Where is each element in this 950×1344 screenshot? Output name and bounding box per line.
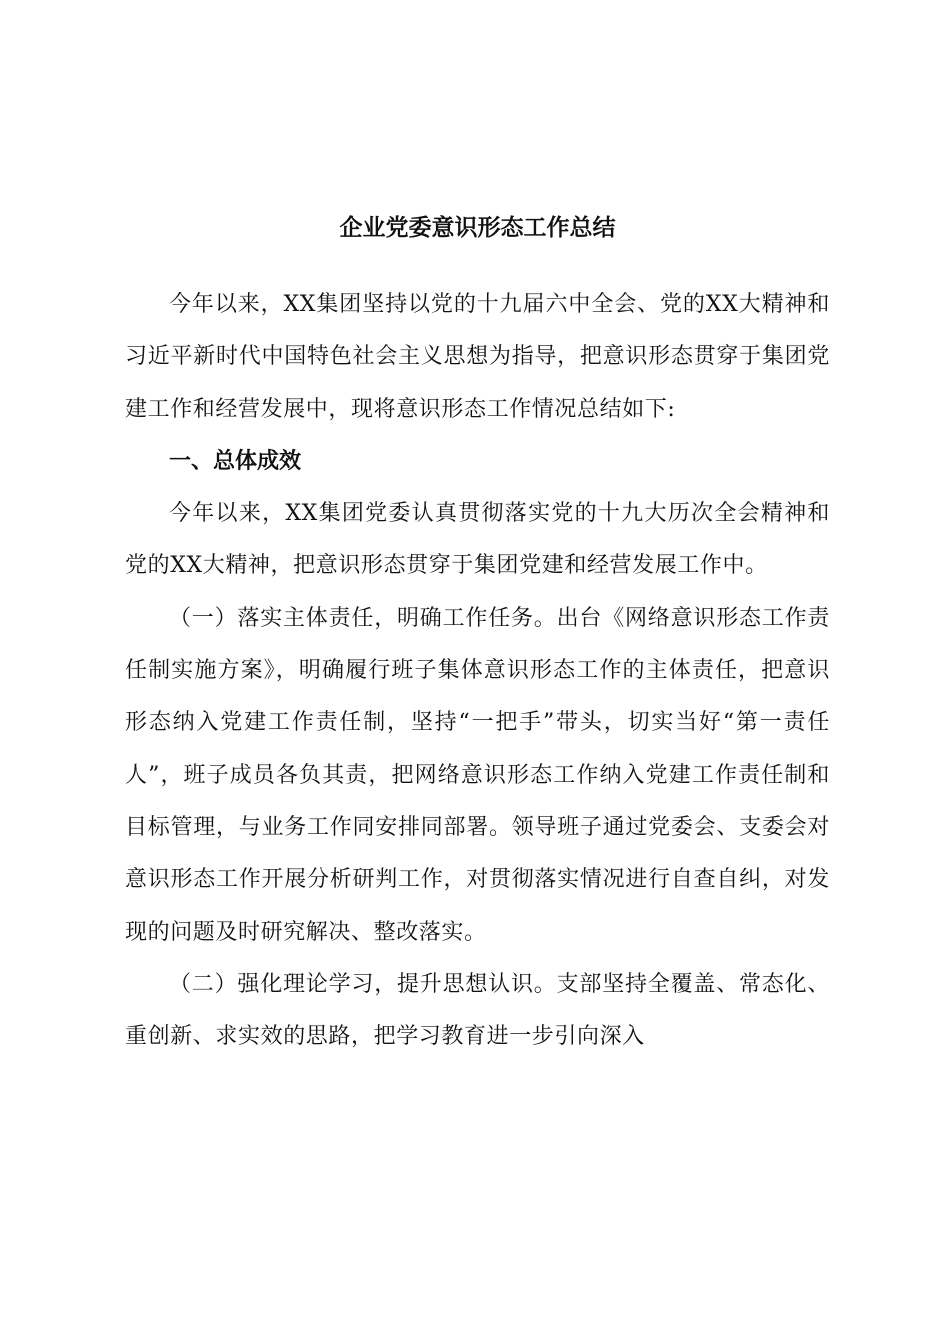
item-paragraph-theory-study — [125, 959, 830, 1064]
item-lead-responsibility: （一）落实主体责任，明确工作任务。 — [169, 605, 557, 631]
item-paragraph-responsibility — [125, 593, 830, 959]
document-content — [125, 205, 830, 1063]
section-heading-overall-results: 一、总体成效 — [169, 448, 302, 474]
item-body-theory-study: 支部坚持全覆盖、常态化、重创新、求实效的思路，把学习教育进一步引向深入 — [125, 971, 831, 1050]
document-title: 企业党委意识形态工作总结 — [339, 215, 616, 241]
item-lead-theory-study: （二）强化理论学习，提升思想认识。 — [169, 971, 557, 997]
intro-paragraph: 今年以来，XX集团坚持以党的十九届六中全会、党的XX大精神和习近平新时代中国特色社会主义思想为指导，把意识形态贯穿于集团党建工作和经营发展中，现将意识形态工作情况总结如下: — [125, 292, 830, 422]
item-body-responsibility: 出台《网络意识形态工作责任制实施方案》，明确履行班子集体意识形态工作的主体责任，把意识形态纳入党建工作责任制，坚持“一把手”带头，切实当好“第一责任人”，班子成员各负其责，把网络意识形态工作纳入党建工作责任制和目标管理，与业务工作同安排同部署。领导班子通过党委会、支委会对意识形态工作开展分析研判工作，对贯彻落实情况进行自查自纠，对发现的问题及时研究解决、整改落实。 — [125, 605, 831, 945]
section-summary-paragraph: 今年以来，XX集团党委认真贯彻落实党的十九大历次全会精神和党的XX大精神，把意识形态贯穿于集团党建和经营发展工作中。 — [125, 501, 830, 579]
